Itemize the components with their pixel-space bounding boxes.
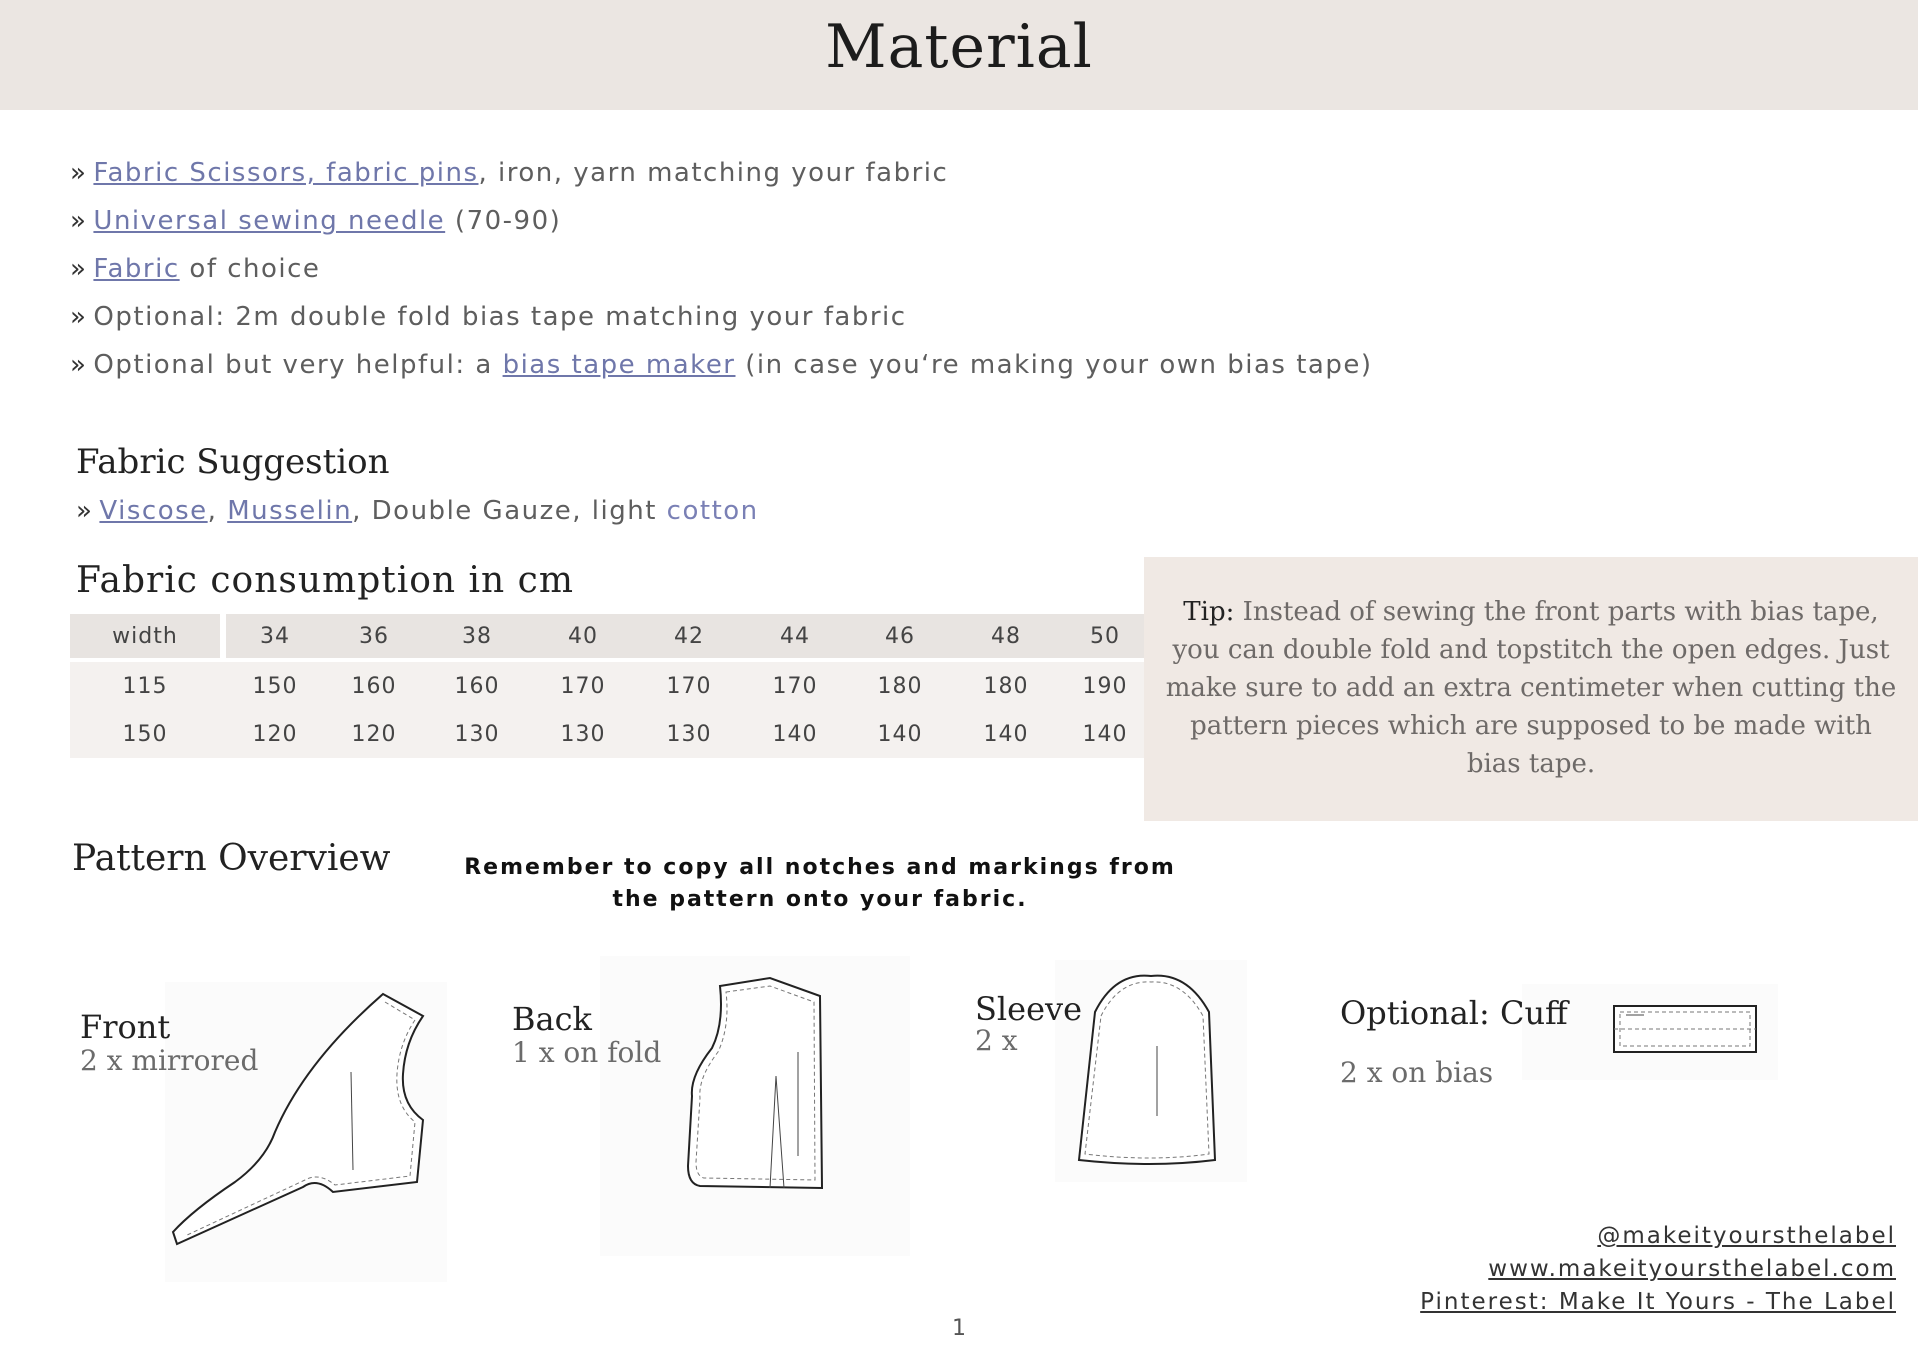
sleeve-quantity: 2 x (975, 1024, 1018, 1057)
separator-text: , (207, 496, 228, 526)
bullet-icon: » (70, 302, 88, 332)
bullet-icon: » (70, 350, 88, 380)
cotton-text: cotton (666, 496, 759, 526)
table-cell: 160 (424, 662, 530, 710)
table-cell: 140 (952, 710, 1060, 758)
back-pattern-piece (600, 956, 910, 1256)
table-cell: 115 (70, 662, 220, 710)
consumption-table (70, 614, 1150, 758)
table-header-row (70, 614, 1150, 658)
list-item-text: (70-90) (445, 206, 562, 236)
column-header: 44 (742, 614, 848, 658)
table-cell: 130 (424, 710, 530, 758)
column-header: 38 (424, 614, 530, 658)
list-item (70, 158, 1373, 206)
list-item (70, 302, 1373, 350)
table-cell: 170 (742, 662, 848, 710)
list-item-text: Optional: 2m double fold bias tape matching your fabric (93, 302, 907, 332)
tip-text: Instead of sewing the front parts with bias tape, you can double fold and topstitch the open edges. Just make sure to add an extra centimeter when cutting the pattern pieces which are supposed to be made with bias tape. (1165, 597, 1897, 779)
header-bar (0, 0, 1918, 110)
table-cell: 150 (226, 662, 324, 710)
list-item (70, 254, 1373, 302)
tip-box (1144, 557, 1918, 821)
column-header: width (70, 614, 220, 658)
list-item-text: of choice (179, 254, 321, 284)
front-label: Front (80, 1008, 171, 1046)
table-cell: 180 (848, 662, 952, 710)
consumption-title: Fabric consumption in cm (76, 560, 574, 601)
bullet-icon: » (70, 158, 88, 188)
list-item-text: , iron, yarn matching your fabric (478, 158, 949, 188)
suggestion-text: , Double Gauze, light (352, 496, 667, 526)
sleeve-label: Sleeve (975, 990, 1083, 1028)
table-cell: 160 (324, 662, 424, 710)
website-link[interactable]: www.makeityoursthelabel.com (1488, 1256, 1896, 1282)
table-cell: 140 (848, 710, 952, 758)
column-header: 36 (324, 614, 424, 658)
table-row (70, 710, 1150, 758)
list-item (70, 350, 1373, 398)
viscose-link[interactable]: Viscose (99, 496, 208, 526)
column-header: 34 (226, 614, 324, 658)
table-cell: 190 (1060, 662, 1150, 710)
sleeve-pattern-piece (1055, 960, 1247, 1182)
table-cell: 170 (636, 662, 742, 710)
bias-tape-maker-link[interactable]: bias tape maker (502, 350, 736, 380)
column-header: 50 (1060, 614, 1150, 658)
list-item (70, 206, 1373, 254)
back-quantity: 1 x on fold (512, 1036, 662, 1069)
sewing-needle-link[interactable]: Universal sewing needle (93, 206, 446, 236)
footer-links (1420, 1220, 1896, 1319)
back-label: Back (512, 1000, 592, 1038)
column-header: 40 (530, 614, 636, 658)
list-item-text: (in case you‘re making your own bias tape) (735, 350, 1373, 380)
table-cell: 140 (1060, 710, 1150, 758)
column-header: 48 (952, 614, 1060, 658)
table-cell: 140 (742, 710, 848, 758)
bullet-icon: » (70, 254, 88, 284)
table-cell: 120 (226, 710, 324, 758)
table-cell: 120 (324, 710, 424, 758)
bullet-icon: » (76, 496, 94, 526)
table-cell: 130 (530, 710, 636, 758)
copy-markings-note (460, 852, 1180, 916)
page-number: 1 (952, 1316, 966, 1341)
cuff-label: Optional: Cuff (1340, 994, 1568, 1032)
fabric-suggestion-line (76, 496, 759, 526)
column-header: 46 (848, 614, 952, 658)
front-quantity: 2 x mirrored (80, 1044, 259, 1077)
note-line: Remember to copy all notches and markings from (464, 855, 1176, 880)
scissors-pins-link[interactable]: Fabric Scissors, fabric pins (93, 158, 479, 188)
instagram-link[interactable]: @makeityoursthelabel (1597, 1223, 1896, 1249)
table-cell: 130 (636, 710, 742, 758)
musselin-link[interactable]: Musselin (227, 496, 353, 526)
table-cell: 150 (70, 710, 220, 758)
fabric-suggestion-title: Fabric Suggestion (76, 442, 390, 482)
note-line: the pattern onto your fabric. (612, 887, 1028, 912)
pattern-overview-title: Pattern Overview (72, 838, 391, 879)
materials-list (70, 158, 1373, 398)
list-item-text: Optional but very helpful: a (93, 350, 503, 380)
table-cell: 180 (952, 662, 1060, 710)
front-pattern-piece (165, 982, 447, 1282)
tip-label: Tip: (1183, 597, 1235, 627)
fabric-link[interactable]: Fabric (93, 254, 180, 284)
table-cell: 170 (530, 662, 636, 710)
cuff-quantity: 2 x on bias (1340, 1056, 1494, 1089)
page-title: Material (825, 12, 1093, 82)
table-row (70, 662, 1150, 710)
bullet-icon: » (70, 206, 88, 236)
cuff-pattern-piece (1610, 1000, 1760, 1060)
pinterest-link[interactable]: Pinterest: Make It Yours - The Label (1420, 1289, 1896, 1315)
column-header: 42 (636, 614, 742, 658)
tip-paragraph (1164, 593, 1898, 783)
